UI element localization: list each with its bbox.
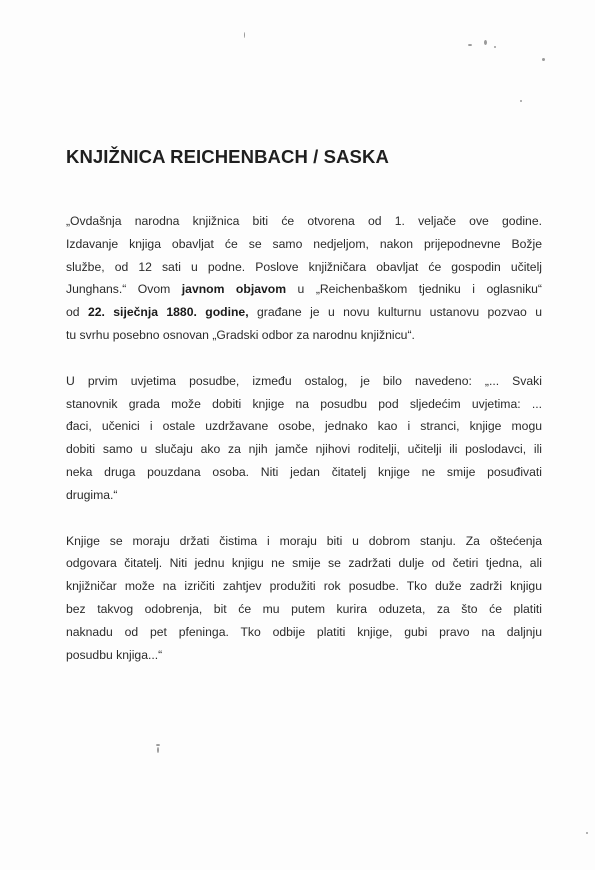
scan-speck: [542, 58, 545, 61]
scan-speck: [494, 46, 496, 48]
text-line: stanovnik grada može dobiti knjige na posudbu pod sljedećim uvjetima: ...: [66, 396, 542, 411]
text-line: U prvim uvjetima posudbe, između ostalog, je bilo navedeno: „... Svaki: [66, 373, 542, 388]
text-line: bez takvog odobrenja, bit će mu putem kurira oduzeta, za što će platiti: [66, 601, 542, 616]
text-line: službe, od 12 sati u podne. Poslove knjižničara obavljat će gospodin učitelj: [66, 259, 542, 274]
scan-speck: [468, 44, 472, 46]
text-run: u „Reichenbaškom tjedniku i oglasniku“: [286, 282, 542, 297]
text-line: [66, 301, 542, 324]
text-run: od: [66, 305, 88, 320]
bold-date: 22. siječnja 1880. godine,: [87, 305, 249, 320]
scan-speck: [520, 100, 522, 102]
document-body: [66, 210, 542, 689]
scan-speck: [157, 747, 159, 753]
paragraph-3: [66, 530, 542, 667]
text-line: drugima.“: [66, 487, 118, 502]
text-run: građane je u novu kulturnu ustanovu pozvao u: [248, 305, 542, 320]
text-line: naknadu od pet pfeninga. Tko odbije platiti knjige, gubi pravo na daljnju: [66, 624, 542, 639]
bold-phrase: javnom objavom: [181, 282, 287, 297]
scan-speck: [156, 744, 160, 746]
page-title: KNJIŽNICA REICHENBACH / SASKA: [66, 146, 389, 167]
scan-speck: [586, 832, 588, 834]
text-line: Knjige se moraju držati čistima i moraju biti u dobrom stanju. Za oštećenja: [66, 533, 542, 548]
text-line: neka druga pouzdana osoba. Niti jedan čitatelj knjige ne smije posuđivati: [66, 464, 542, 479]
text-line: Izdavanje knjiga obavljat će se samo nedjeljom, nakon prijepodnevne Božje: [66, 236, 542, 251]
paragraph-1: [66, 210, 542, 347]
text-line: „Ovdašnja narodna knjižnica biti će otvorena od 1. veljače ove godine.: [66, 214, 542, 228]
text-run: Junghans.“ Ovom: [66, 282, 182, 297]
text-line: dobiti samo u slučaju ako za njih jamče njihovi roditelji, učitelji ili poslodavci, ili: [66, 442, 542, 457]
text-line: đaci, učenici i ostale uzdržavane osobe, jednako kao i stranci, knjige mogu: [66, 419, 542, 434]
text-line: knjižničar može na izričiti zahtjev produžiti rok posudbe. Tko duže zadrži knjigu: [66, 579, 542, 594]
text-line: [66, 278, 542, 301]
paragraph-2: [66, 370, 542, 507]
text-line: tu svrhu posebno osnovan „Gradski odbor za narodnu knjižnicu“.: [66, 327, 415, 342]
text-line: posudbu knjiga...“: [66, 647, 163, 662]
scan-speck: [244, 32, 245, 38]
scan-speck: [484, 40, 487, 45]
text-line: odgovara čitatelj. Niti jednu knjigu ne smije se zadržati dulje od četiri tjedna, ali: [66, 556, 542, 571]
